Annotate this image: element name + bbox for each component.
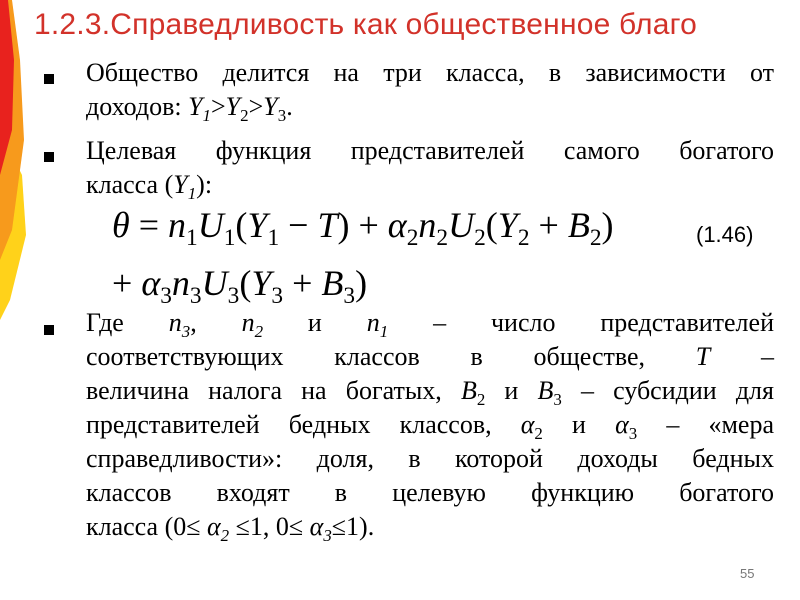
bullet-1-line-2: доходов: $Y_1>Y_2>Y_3$. — [86, 92, 293, 125]
equation-line-1: $\theta = n_1U_1(Y_1 - T) + \alpha_2n_2U_2(Y_2 + B_2)$ — [112, 205, 614, 252]
bullet-2-line-1: Целевая функция представителей самого богатого — [86, 136, 774, 165]
bullet-1-line-1: Общество делится на три класса, в зависимости от — [86, 58, 774, 87]
bullet-3-line-3: величина налога на богатых, $B_2$ и $B_3$ – субсидии для — [86, 376, 774, 409]
bullet-3-line-2: соответствующих классов в обществе, T – — [86, 342, 775, 371]
equation-line-2: + $\alpha_3n_3U_3(Y_3 + B_3)$ — [112, 263, 368, 310]
bullet-marker-2 — [44, 152, 54, 162]
bullet-3-line-4: представителей бедных классов, $\alpha_2$ и $\alpha_3$ – «мера — [86, 410, 774, 443]
bullet-marker-3 — [44, 325, 54, 335]
decorative-edge — [0, 0, 28, 600]
bullet-marker-1 — [44, 74, 54, 84]
bullet-text-1 — [86, 56, 774, 124]
bullet-3-line-6: классов входят в целевую функцию богатого — [86, 478, 774, 507]
bullet-2-line-2: класса $(Y_1)$: — [86, 170, 213, 203]
bullet-3-line-7: класса ($0\le \alpha_2 \le 1$, $0\le \alpha_3\le 1$). — [86, 512, 375, 545]
bullet-3-line-5: справедливости»: доля, в которой доходы бедных — [86, 444, 774, 473]
slide-number: 55 — [740, 566, 755, 581]
bullet-text-3 — [86, 306, 774, 544]
equation-number: (1.46) — [696, 222, 754, 247]
slide-title: 1.2.3.Справедливость как общественное благо — [34, 8, 698, 41]
bullet-3-line-1: Где $n_3$, $n_2$ и $n_1$ – число представителей — [86, 308, 774, 341]
bullet-text-2 — [86, 134, 774, 202]
